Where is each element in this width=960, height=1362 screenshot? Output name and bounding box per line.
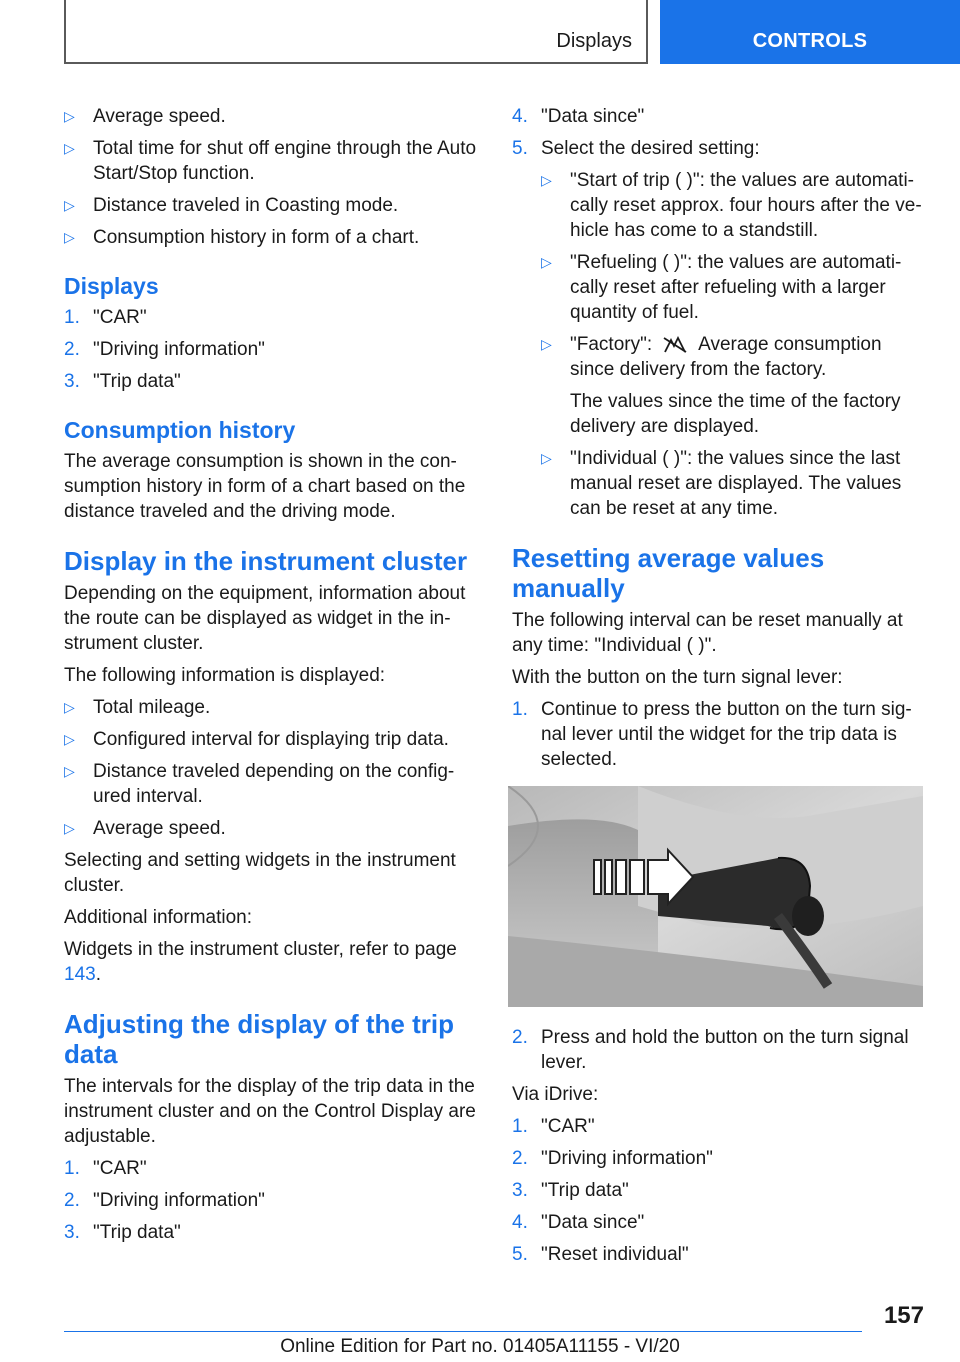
page-number: 157: [883, 1302, 924, 1329]
triangle-bullet-icon: ▷: [64, 140, 75, 156]
triangle-bullet-icon: ▷: [64, 731, 75, 747]
step-item: 1. "CAR": [64, 1158, 147, 1179]
instrument-cluster-heading: Display in the instrument cluster: [64, 546, 468, 576]
bullet-item: ▷ Consumption history in form of a chart.: [64, 227, 420, 248]
step-item: 2. "Driving information": [64, 1190, 265, 1211]
setting-individual: ▷ "Individual ( )": the values since the last manual reset are displayed. The values can be reset at any time.: [541, 448, 902, 519]
bullet-item: ▷ Average speed.: [64, 106, 226, 127]
bullet-item: ▷ Average speed.: [64, 818, 226, 839]
footer-divider: [64, 1331, 862, 1332]
left-column: [64, 104, 480, 1252]
step-item: 2. "Driving information": [64, 339, 265, 360]
settings-list: [541, 168, 924, 521]
section-title: Displays: [556, 30, 632, 52]
triangle-bullet-icon: ▷: [541, 172, 552, 188]
idrive-label: Via iDrive:: [512, 1084, 599, 1105]
cluster-text: Depending on the equipment, information about the route can be displayed as widget in the in‐strument cluster.: [64, 583, 466, 654]
step-item: 1. Continue to press the button on the turn sig‐nal lever until the widget for the trip data is selected.: [512, 699, 912, 770]
bullet-item: ▷ Distance traveled depending on the config‐ured interval.: [64, 761, 455, 807]
step-item: 1. "CAR": [64, 307, 147, 328]
bullet-item: ▷ Distance traveled in Coasting mode.: [64, 195, 399, 216]
step-item: 2. "Driving information": [512, 1148, 713, 1169]
illustration-graphic: [508, 786, 923, 1007]
cluster-reference: Widgets in the instrument cluster, refer to page 143.: [64, 939, 457, 985]
step-item: 5. "Reset individual": [512, 1244, 689, 1265]
triangle-bullet-icon: ▷: [541, 450, 552, 466]
footer-text: Online Edition for Part no. 01405A11155 - VI/20: [280, 1336, 680, 1357]
bullet-item: ▷ Configured interval for displaying trip data.: [64, 729, 449, 750]
displays-heading: Displays: [64, 273, 159, 299]
right-column: [512, 104, 924, 1274]
step-item: 4. "Data since": [512, 106, 645, 127]
resetting-text: The following interval can be reset manually at any time: "Individual ( )".: [512, 610, 903, 656]
setting-start-of-trip: ▷ "Start of trip ( )": the values are automati‐cally reset approx. four hours after the ve‐hicle has come to a standstill.: [541, 170, 922, 241]
chapter-tab[interactable]: [660, 0, 960, 64]
resetting-text: With the button on the turn signal lever:: [512, 667, 843, 688]
step-item: 1. "CAR": [512, 1116, 595, 1137]
step-item: 5. Select the desired setting:: [512, 138, 760, 159]
factory-note: The values since the time of the factory delivery are displayed.: [570, 391, 901, 437]
chapter-tab-label: CONTROLS: [752, 30, 868, 52]
cluster-text: The following information is displayed:: [64, 665, 386, 686]
bullet-item: ▷ Total time for shut off engine through the Auto Start/Stop function.: [64, 138, 477, 184]
step-item: 3. "Trip data": [64, 1222, 181, 1243]
setting-factory: ▷ "Factory": Average consumption since delivery from the factory. The values since the time of the factory delivery are displayed.: [541, 332, 924, 439]
triangle-bullet-icon: ▷: [64, 820, 75, 836]
header-frame: [64, 0, 648, 64]
cluster-text: Additional information:: [64, 907, 252, 928]
consumption-history-heading: Consumption history: [64, 417, 296, 443]
adjusting-heading: Adjusting the display of the trip data: [64, 1009, 454, 1069]
bullet-item: ▷ Total mileage.: [64, 697, 211, 718]
adjusting-text: The intervals for the display of the trip data in the instrument cluster and on the Control Display are adjustable.: [64, 1076, 476, 1147]
triangle-bullet-icon: ▷: [541, 254, 552, 270]
step-item: 4. "Data since": [512, 1212, 645, 1233]
triangle-bullet-icon: ▷: [64, 229, 75, 245]
setting-refueling: ▷ "Refueling ( )": the values are automati‐cally reset after refueling with a larger quantity of fuel.: [541, 252, 902, 323]
resetting-heading: Resetting average values manually: [512, 543, 825, 603]
cluster-text: Selecting and setting widgets in the instrument cluster.: [64, 850, 456, 896]
factory-icon: [662, 336, 688, 354]
turn-signal-lever-illustration: [508, 786, 923, 1007]
triangle-bullet-icon: ▷: [64, 197, 75, 213]
triangle-bullet-icon: ▷: [541, 336, 552, 352]
step-item: 3. "Trip data": [64, 371, 181, 392]
step-item: 3. "Trip data": [512, 1180, 629, 1201]
consumption-history-text: The average consumption is shown in the con‐sumption history in form of a chart based on the distance traveled and the driving mode.: [64, 451, 466, 522]
triangle-bullet-icon: ▷: [64, 699, 75, 715]
triangle-bullet-icon: ▷: [64, 763, 75, 779]
triangle-bullet-icon: ▷: [64, 108, 75, 124]
step-item: 2. Press and hold the button on the turn signal lever.: [512, 1027, 909, 1073]
page-reference-link[interactable]: 143: [64, 964, 96, 985]
